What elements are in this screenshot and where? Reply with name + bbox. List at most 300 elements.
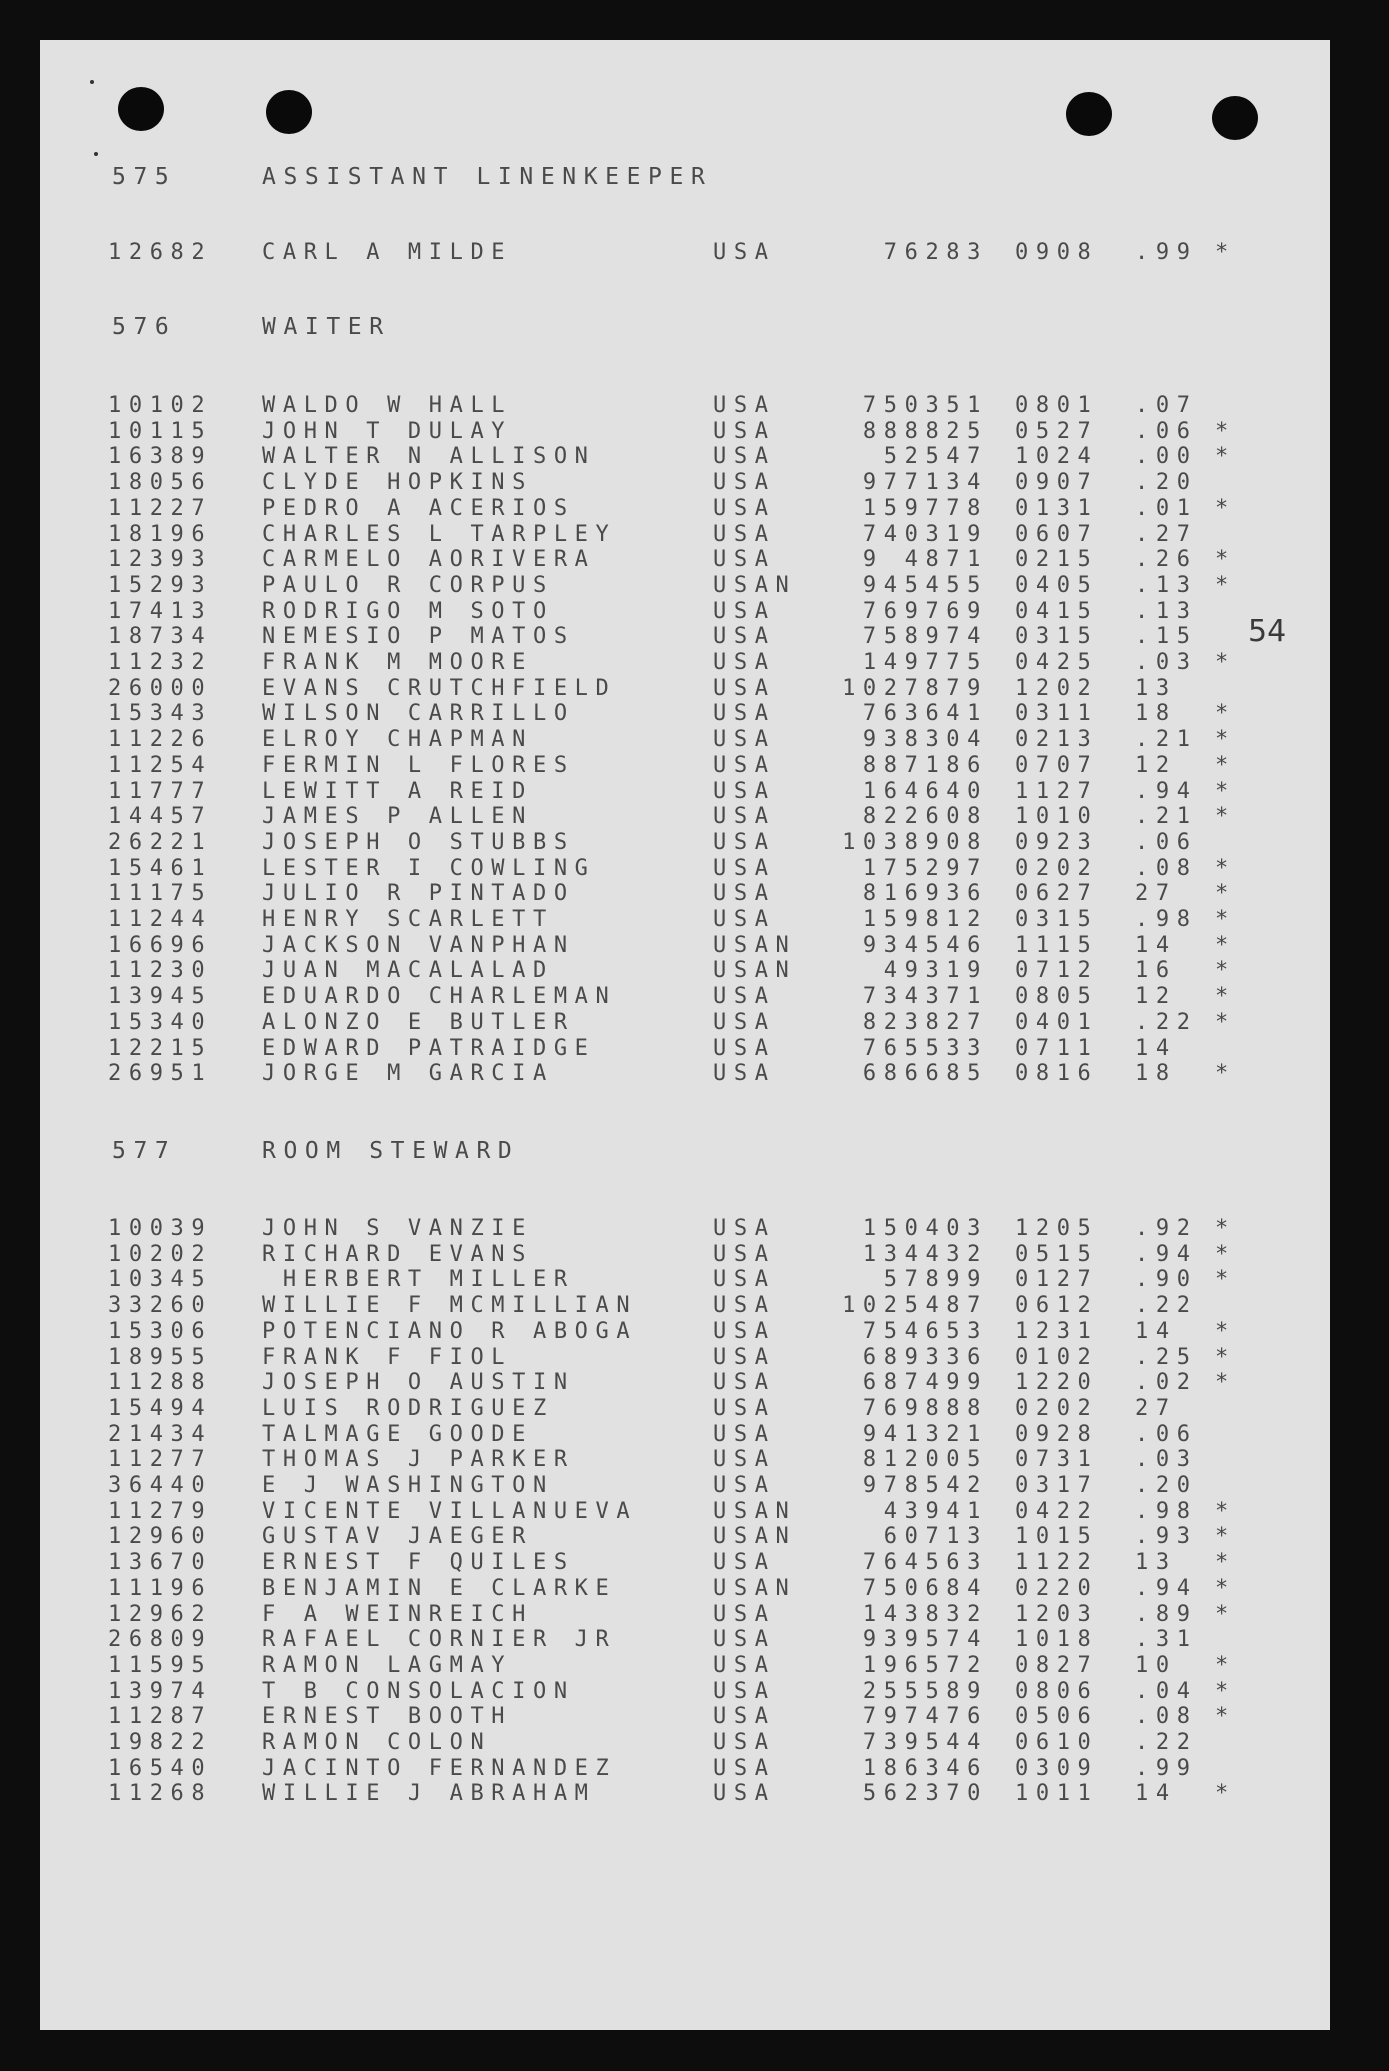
nationality-code: USA [713,1704,776,1729]
employee-number: 16389 [108,444,213,469]
date-code: 0220 [1015,1576,1099,1601]
rate-value: 14 [1135,1781,1177,1806]
rate-value: 13 [1135,676,1177,701]
nationality-code: USA [713,1061,776,1086]
rate-value: 13 [1135,1550,1177,1575]
employee-number: 14457 [108,804,213,829]
nationality-code: USA [713,1653,776,1678]
employee-number: 10115 [108,419,213,444]
rate-value: .20 [1135,1473,1198,1498]
rate-value: .03 [1135,650,1198,675]
asterisk-flag: * [1215,1345,1236,1370]
rate-value: 14 [1135,933,1177,958]
section-code: 577 [112,1138,177,1164]
record-id: 159778 [862,496,988,521]
nationality-code: USA [713,1036,776,1061]
employee-number: 11277 [108,1447,213,1472]
asterisk-flag: * [1215,701,1236,726]
record-id: 977134 [862,470,988,495]
employee-name: JACINTO FERNANDEZ [262,1756,617,1781]
record-id: 164640 [862,779,988,804]
date-code: 0731 [1015,1447,1099,1472]
nationality-code: USA [713,240,776,265]
section-title: ROOM STEWARD [262,1138,520,1164]
employee-number: 13670 [108,1550,213,1575]
rate-value: 18 [1135,701,1177,726]
rate-value: .25 [1135,1345,1198,1370]
record-id: 823827 [862,1010,988,1035]
employee-number: 26000 [108,676,213,701]
employee-name: BENJAMIN E CLARKE [262,1576,617,1601]
record-id: 887186 [862,753,988,778]
employee-number: 10102 [108,393,213,418]
employee-name: CARL A MILDE [262,240,513,265]
asterisk-flag: * [1215,1061,1236,1086]
record-id: 196572 [862,1653,988,1678]
date-code: 1024 [1015,444,1099,469]
employee-number: 12962 [108,1602,213,1627]
date-code: 0707 [1015,753,1099,778]
employee-number: 11232 [108,650,213,675]
rate-value: .94 [1135,1242,1198,1267]
asterisk-flag: * [1215,1550,1236,1575]
rate-value: .06 [1135,419,1198,444]
nationality-code: USA [713,1396,776,1421]
employee-number: 11595 [108,1653,213,1678]
date-code: 1203 [1015,1602,1099,1627]
employee-name: JOHN S VANZIE [262,1216,533,1241]
date-code: 0315 [1015,624,1099,649]
rate-value: .31 [1135,1627,1198,1652]
employee-number: 16540 [108,1756,213,1781]
nationality-code: USA [713,753,776,778]
date-code: 0928 [1015,1422,1099,1447]
record-id: 76283 [883,240,988,265]
record-id: 934546 [862,933,988,958]
record-id: 978542 [862,1473,988,1498]
nationality-code: USAN [713,573,797,598]
employee-name: JAMES P ALLEN [262,804,533,829]
employee-name: F A WEINREICH [262,1602,533,1627]
date-code: 1011 [1015,1781,1099,1806]
asterisk-flag: * [1215,1370,1236,1395]
rate-value: .27 [1135,522,1198,547]
employee-name: WILLIE J ABRAHAM [262,1781,596,1806]
asterisk-flag: * [1215,547,1236,572]
record-id: 57899 [883,1267,988,1292]
employee-name: RICHARD EVANS [262,1242,533,1267]
employee-name: RAMON LAGMAY [262,1653,513,1678]
employee-name: CHARLES L TARPLEY [262,522,617,547]
date-code: 0315 [1015,907,1099,932]
nationality-code: USA [713,779,776,804]
record-id: 49319 [883,958,988,983]
rate-value: .22 [1135,1010,1198,1035]
section-title: ASSISTANT LINENKEEPER [262,164,713,190]
asterisk-flag: * [1215,240,1236,265]
asterisk-flag: * [1215,881,1236,906]
employee-name: HENRY SCARLETT [262,907,554,932]
date-code: 0405 [1015,573,1099,598]
employee-name: E J WASHINGTON [262,1473,554,1498]
section-title: WAITER [262,314,391,340]
nationality-code: USA [713,830,776,855]
employee-name: PEDRO A ACERIOS [262,496,575,521]
record-id: 816936 [862,881,988,906]
employee-name: JOSEPH O STUBBS [262,830,575,855]
employee-name: RAFAEL CORNIER JR [262,1627,617,1652]
employee-number: 15293 [108,573,213,598]
rate-value: .21 [1135,727,1198,752]
employee-name: ERNEST BOOTH [262,1704,513,1729]
employee-name: JULIO R PINTADO [262,881,575,906]
record-id: 758974 [862,624,988,649]
nationality-code: USA [713,393,776,418]
employee-number: 18056 [108,470,213,495]
date-code: 0907 [1015,470,1099,495]
employee-number: 11287 [108,1704,213,1729]
employee-name: HERBERT MILLER [262,1267,575,1292]
employee-number: 26809 [108,1627,213,1652]
record-id: 60713 [883,1524,988,1549]
employee-number: 26221 [108,830,213,855]
rate-value: .22 [1135,1730,1198,1755]
date-code: 0422 [1015,1499,1099,1524]
rate-value: .98 [1135,907,1198,932]
record-id: 941321 [862,1422,988,1447]
section-code: 576 [112,314,177,340]
record-id: 52547 [883,444,988,469]
asterisk-flag: * [1215,1781,1236,1806]
employee-name: TALMAGE GOODE [262,1422,533,1447]
asterisk-flag: * [1215,1319,1236,1344]
nationality-code: USA [713,881,776,906]
employee-number: 26951 [108,1061,213,1086]
rate-value: 16 [1135,958,1177,983]
employee-number: 11254 [108,753,213,778]
employee-name: CARMELO AORIVERA [262,547,596,572]
date-code: 1231 [1015,1319,1099,1344]
nationality-code: USAN [713,958,797,983]
record-id: 175297 [862,856,988,881]
nationality-code: USA [713,856,776,881]
asterisk-flag: * [1215,804,1236,829]
employee-number: 33260 [108,1293,213,1318]
rate-value: .99 [1135,240,1198,265]
speck [90,80,94,84]
employee-name: LUIS RODRIGUEZ [262,1396,554,1421]
nationality-code: USA [713,1345,776,1370]
employee-number: 10202 [108,1242,213,1267]
nationality-code: USA [713,496,776,521]
nationality-code: USA [713,624,776,649]
asterisk-flag: * [1215,444,1236,469]
date-code: 0309 [1015,1756,1099,1781]
employee-number: 11196 [108,1576,213,1601]
rate-value: .20 [1135,470,1198,495]
nationality-code: USA [713,676,776,701]
date-code: 1015 [1015,1524,1099,1549]
employee-number: 17413 [108,599,213,624]
nationality-code: USAN [713,1576,797,1601]
date-code: 0607 [1015,522,1099,547]
rate-value: 10 [1135,1653,1177,1678]
employee-name: ELROY CHAPMAN [262,727,533,752]
record-id: 939574 [862,1627,988,1652]
date-code: 0923 [1015,830,1099,855]
employee-name: EDUARDO CHARLEMAN [262,984,617,1009]
employee-number: 12682 [108,240,213,265]
nationality-code: USA [713,1370,776,1395]
record-id: 750684 [862,1576,988,1601]
record-id: 9 4871 [862,547,988,572]
asterisk-flag: * [1215,1524,1236,1549]
asterisk-flag: * [1215,1602,1236,1627]
date-code: 0515 [1015,1242,1099,1267]
employee-number: 12393 [108,547,213,572]
nationality-code: USA [713,1730,776,1755]
rate-value: .03 [1135,1447,1198,1472]
record-id: 186346 [862,1756,988,1781]
record-id: 938304 [862,727,988,752]
employee-name: JACKSON VANPHAN [262,933,575,958]
employee-name: JORGE M GARCIA [262,1061,554,1086]
date-code: 0202 [1015,856,1099,881]
date-code: 0908 [1015,240,1099,265]
nationality-code: USA [713,522,776,547]
nationality-code: USAN [713,933,797,958]
rate-value: .92 [1135,1216,1198,1241]
record-id: 754653 [862,1319,988,1344]
date-code: 0506 [1015,1704,1099,1729]
rate-value: .13 [1135,573,1198,598]
handwritten-page-number: 54 [1248,614,1287,649]
speck [94,152,98,156]
rate-value: .01 [1135,496,1198,521]
rate-value: .21 [1135,804,1198,829]
date-code: 0827 [1015,1653,1099,1678]
employee-name: WILSON CARRILLO [262,701,575,726]
record-id: 686685 [862,1061,988,1086]
employee-name: WALDO W HALL [262,393,513,418]
asterisk-flag: * [1215,1499,1236,1524]
nationality-code: USA [713,1627,776,1652]
employee-number: 19822 [108,1730,213,1755]
date-code: 0712 [1015,958,1099,983]
employee-number: 15340 [108,1010,213,1035]
employee-number: 18196 [108,522,213,547]
nationality-code: USA [713,804,776,829]
employee-number: 11279 [108,1499,213,1524]
asterisk-flag: * [1215,1679,1236,1704]
employee-number: 13945 [108,984,213,1009]
rate-value: .98 [1135,1499,1198,1524]
employee-name: EDWARD PATRAIDGE [262,1036,596,1061]
date-code: 0801 [1015,393,1099,418]
rate-value: .26 [1135,547,1198,572]
employee-name: FERMIN L FLORES [262,753,575,778]
date-code: 1202 [1015,676,1099,701]
rate-value: .08 [1135,856,1198,881]
rate-value: .08 [1135,1704,1198,1729]
date-code: 1205 [1015,1216,1099,1241]
employee-number: 12215 [108,1036,213,1061]
record-id: 740319 [862,522,988,547]
record-id: 769888 [862,1396,988,1421]
nationality-code: USA [713,470,776,495]
rate-value: 18 [1135,1061,1177,1086]
nationality-code: USA [713,1447,776,1472]
employee-name: T B CONSOLACION [262,1679,575,1704]
date-code: 0415 [1015,599,1099,624]
employee-name: GUSTAV JAEGER [262,1524,533,1549]
punch-hole [266,90,312,134]
date-code: 0127 [1015,1267,1099,1292]
rate-value: .99 [1135,1756,1198,1781]
rate-value: .93 [1135,1524,1198,1549]
asterisk-flag: * [1215,1010,1236,1035]
nationality-code: USA [713,727,776,752]
date-code: 0816 [1015,1061,1099,1086]
date-code: 0202 [1015,1396,1099,1421]
employee-number: 11268 [108,1781,213,1806]
employee-number: 10345 [108,1267,213,1292]
record-id: 255589 [862,1679,988,1704]
record-id: 1025487 [842,1293,988,1318]
rate-value: 27 [1135,1396,1177,1421]
record-id: 1027879 [842,676,988,701]
asterisk-flag: * [1215,984,1236,1009]
date-code: 0215 [1015,547,1099,572]
asterisk-flag: * [1215,1267,1236,1292]
nationality-code: USAN [713,1499,797,1524]
employee-name: RODRIGO M SOTO [262,599,554,624]
record-id: 149775 [862,650,988,675]
record-id: 159812 [862,907,988,932]
asterisk-flag: * [1215,1216,1236,1241]
punch-hole [118,87,164,131]
date-code: 0311 [1015,701,1099,726]
rate-value: .02 [1135,1370,1198,1395]
asterisk-flag: * [1215,573,1236,598]
date-code: 1122 [1015,1550,1099,1575]
date-code: 0612 [1015,1293,1099,1318]
date-code: 0401 [1015,1010,1099,1035]
date-code: 1010 [1015,804,1099,829]
date-code: 0213 [1015,727,1099,752]
employee-number: 11777 [108,779,213,804]
date-code: 0711 [1015,1036,1099,1061]
record-id: 763641 [862,701,988,726]
asterisk-flag: * [1215,1653,1236,1678]
record-id: 1038908 [842,830,988,855]
employee-name: WILLIE F MCMILLIAN [262,1293,638,1318]
employee-number: 15343 [108,701,213,726]
nationality-code: USAN [713,1524,797,1549]
asterisk-flag: * [1215,1704,1236,1729]
employee-number: 11175 [108,881,213,906]
date-code: 1127 [1015,779,1099,804]
rate-value: .06 [1135,1422,1198,1447]
rate-value: .04 [1135,1679,1198,1704]
employee-number: 11244 [108,907,213,932]
employee-name: POTENCIANO R ABOGA [262,1319,638,1344]
nationality-code: USA [713,1267,776,1292]
asterisk-flag: * [1215,779,1236,804]
nationality-code: USA [713,1293,776,1318]
employee-name: LEWITT A REID [262,779,533,804]
asterisk-flag: * [1215,727,1236,752]
nationality-code: USA [713,547,776,572]
nationality-code: USA [713,907,776,932]
date-code: 1018 [1015,1627,1099,1652]
record-id: 150403 [862,1216,988,1241]
employee-number: 18734 [108,624,213,649]
date-code: 0627 [1015,881,1099,906]
record-id: 765533 [862,1036,988,1061]
record-id: 750351 [862,393,988,418]
employee-name: NEMESIO P MATOS [262,624,575,649]
employee-name: EVANS CRUTCHFIELD [262,676,617,701]
rate-value: .89 [1135,1602,1198,1627]
rate-value: 12 [1135,753,1177,778]
rate-value: .90 [1135,1267,1198,1292]
nationality-code: USA [713,650,776,675]
date-code: 0805 [1015,984,1099,1009]
employee-name: RAMON COLON [262,1730,492,1755]
punch-hole [1066,92,1112,136]
record-id: 739544 [862,1730,988,1755]
employee-number: 13974 [108,1679,213,1704]
employee-name: FRANK M MOORE [262,650,533,675]
nationality-code: USA [713,1319,776,1344]
nationality-code: USA [713,1756,776,1781]
nationality-code: USA [713,984,776,1009]
record-id: 734371 [862,984,988,1009]
rate-value: 27 [1135,881,1177,906]
employee-number: 18955 [108,1345,213,1370]
employee-number: 21434 [108,1422,213,1447]
rate-value: .94 [1135,779,1198,804]
nationality-code: USA [713,1550,776,1575]
date-code: 1220 [1015,1370,1099,1395]
rate-value: .15 [1135,624,1198,649]
date-code: 0806 [1015,1679,1099,1704]
asterisk-flag: * [1215,1576,1236,1601]
record-id: 687499 [862,1370,988,1395]
date-code: 0610 [1015,1730,1099,1755]
date-code: 0317 [1015,1473,1099,1498]
employee-name: WALTER N ALLISON [262,444,596,469]
employee-number: 16696 [108,933,213,958]
nationality-code: USA [713,1473,776,1498]
record-id: 822608 [862,804,988,829]
record-id: 769769 [862,599,988,624]
employee-name: JOHN T DULAY [262,419,513,444]
record-id: 689336 [862,1345,988,1370]
rate-value: .94 [1135,1576,1198,1601]
employee-name: ALONZO E BUTLER [262,1010,575,1035]
asterisk-flag: * [1215,496,1236,521]
rate-value: .13 [1135,599,1198,624]
record-id: 812005 [862,1447,988,1472]
date-code: 1115 [1015,933,1099,958]
employee-number: 11288 [108,1370,213,1395]
employee-number: 11227 [108,496,213,521]
employee-number: 15461 [108,856,213,881]
employee-name: FRANK F FIOL [262,1345,513,1370]
record-id: 797476 [862,1704,988,1729]
